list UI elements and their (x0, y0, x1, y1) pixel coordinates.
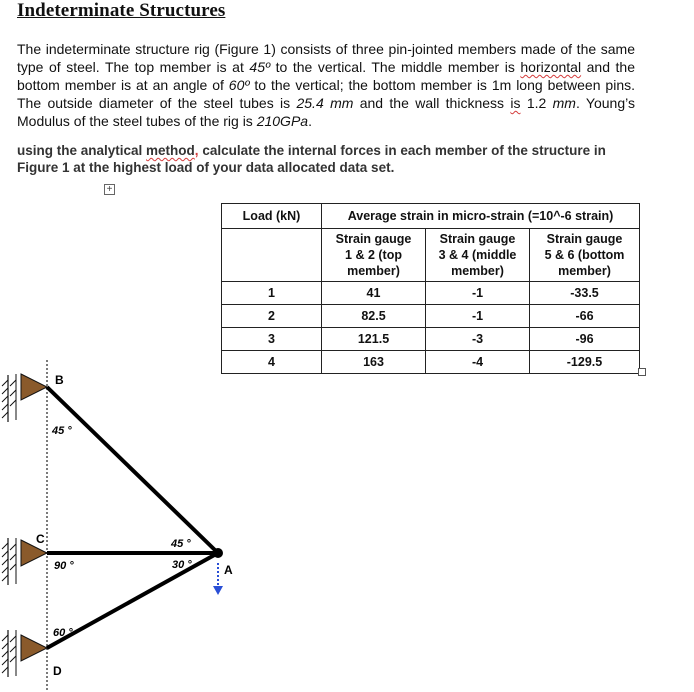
strain-cell: 41 (322, 282, 426, 305)
label-c: C (36, 532, 45, 546)
load-cell: 3 (222, 328, 322, 351)
problem-description: The indeterminate structure rig (Figure 1) consists of three pin-jointed members made of the same type of steel. The top member is at 45º to the vertical. The middle member is horizontal and the bottom member is at an angle of 60º to the vertical; the bottom member is 1m long between pins. The outside diameter of the steel tubes is 25.4 mm and the wall thickness is 1.2 mm. Young’s Modulus of the steel tubes of the rig is 210GPa. (17, 41, 635, 129)
label-a: A (224, 563, 233, 577)
strain-cell: -66 (530, 305, 640, 328)
strain-cell: -129.5 (530, 351, 640, 374)
strain-cell: 121.5 (322, 328, 426, 351)
label-b: B (55, 373, 64, 387)
spelling-mark-horizontal: horizontal (520, 59, 582, 75)
load-arrow-icon (213, 563, 223, 595)
table-row (222, 351, 640, 374)
strain-cell: -3 (426, 328, 530, 351)
table-row (222, 305, 640, 328)
table-resize-handle[interactable] (638, 368, 646, 376)
figure-1-structure (0, 360, 260, 690)
strain-cell: -33.5 (530, 282, 640, 305)
angle-c: 90 ° (54, 560, 74, 572)
spelling-mark-is: is (510, 95, 521, 111)
table-row (222, 282, 640, 305)
strain-cell: -4 (426, 351, 530, 374)
pin-support-icon (2, 630, 47, 677)
spelling-mark-method: method (146, 143, 195, 158)
empty-cell (222, 229, 322, 282)
strain-cell: -1 (426, 305, 530, 328)
pin-support-icon (2, 374, 47, 422)
angle-d: 60 ° (53, 627, 73, 639)
top-member (47, 387, 218, 553)
table-move-handle-icon[interactable]: + (104, 184, 115, 195)
page-title: Indeterminate Structures (17, 0, 226, 21)
strain-cell: 82.5 (322, 305, 426, 328)
strain-header: Average strain in micro-strain (=10^-6 strain) (322, 204, 640, 229)
gauge-header-middle: Strain gauge 3 & 4 (middle member) (426, 229, 530, 282)
label-d: D (53, 664, 62, 678)
strain-cell: -96 (530, 328, 640, 351)
strain-cell: -1 (426, 282, 530, 305)
load-header: Load (kN) (222, 204, 322, 229)
gauge-header-bottom: Strain gauge 5 & 6 (bottom member) (530, 229, 640, 282)
table-row (222, 328, 640, 351)
angle-a-top: 45 ° (171, 538, 191, 550)
load-cell: 4 (222, 351, 322, 374)
strain-data-table (221, 203, 640, 374)
angle-b: 45 ° (52, 425, 72, 437)
load-cell: 2 (222, 305, 322, 328)
joint-a (213, 548, 223, 558)
load-cell: 1 (222, 282, 322, 305)
gauge-header-top: Strain gauge 1 & 2 (top member) (322, 229, 426, 282)
strain-cell: 163 (322, 351, 426, 374)
task-instruction: using the analytical method, calculate the internal forces in each member of the structure in Figure 1 at the highest load of your data allocated data set. (17, 143, 606, 175)
angle-a-bottom: 30 ° (172, 559, 192, 571)
